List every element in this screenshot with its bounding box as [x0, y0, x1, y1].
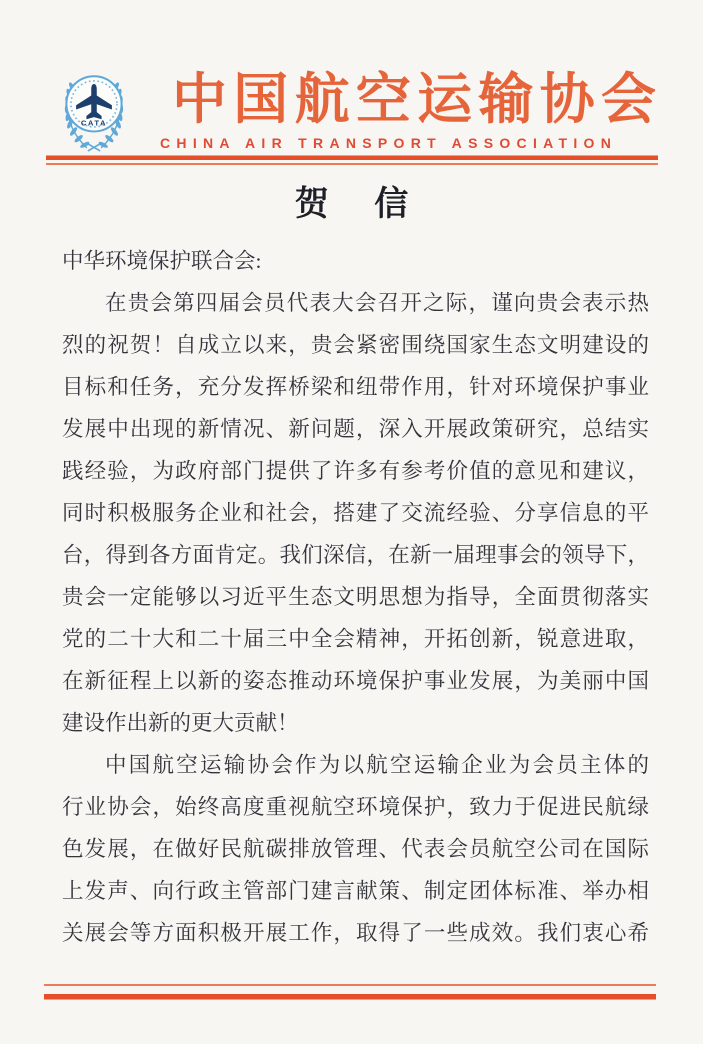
body-line: 行业协会，始终高度重视航空环境保护，致力于促进民航绿: [62, 795, 649, 819]
body-line: 贵会一定能够以习近平生态文明思想为指导，全面贯彻落实: [62, 585, 649, 609]
body-line: 关展会等方面积极开展工作，取得了一些成效。我们衷心希: [62, 921, 649, 945]
header-rule-thin: [46, 163, 658, 165]
body-line: 同时积极服务企业和社会，搭建了交流经验、分享信息的平: [62, 501, 649, 525]
body-line: 在新征程上以新的姿态推动环境保护事业发展，为美丽中国: [62, 669, 649, 693]
body-line: 色发展，在做好民航碳排放管理、代表会员航空公司在国际: [62, 837, 649, 861]
footer-rule-thick: [44, 994, 656, 999]
logo-acronym-text: CATA: [80, 118, 108, 128]
body-line: 党的二十大和二十届三中全会精神，开拓创新，锐意进取，: [62, 627, 649, 651]
body-line: 上发声、向行政主管部门建言献策、制定团体标准、举办相: [62, 879, 649, 903]
letter-title: 贺 信: [294, 185, 409, 223]
org-name-chinese: 中国航空运输协会: [172, 69, 656, 130]
body-line: 烈的祝贺！自成立以来，贵会紧密围绕国家生态文明建设的: [62, 333, 649, 357]
body-line: 在贵会第四届会员代表大会召开之际，谨向贵会表示热: [105, 291, 649, 315]
body-line: 目标和任务，充分发挥桥梁和纽带作用，针对环境保护事业: [62, 375, 649, 399]
salutation: 中华环境保护联合会:: [62, 249, 262, 273]
footer-rule-thin: [44, 984, 656, 986]
body-line: 台，得到各方面肯定。我们深信，在新一届理事会的领导下，: [62, 543, 649, 567]
cata-logo-icon: [54, 64, 134, 154]
letter-body: [62, 240, 649, 954]
org-name-english: CHINA AIR TRANSPORT ASSOCIATION: [160, 135, 618, 151]
body-line: 践经验，为政府部门提供了许多有参考价值的意见和建议，: [62, 459, 649, 483]
header-rule-thick: [46, 156, 658, 160]
body-line: 中国航空运输协会作为以航空运输企业为会员主体的: [105, 753, 649, 777]
body-line: 发展中出现的新情况、新问题，深入开展政策研究，总结实: [62, 417, 649, 441]
body-line: 建设作出新的更大贡献！: [62, 711, 299, 735]
